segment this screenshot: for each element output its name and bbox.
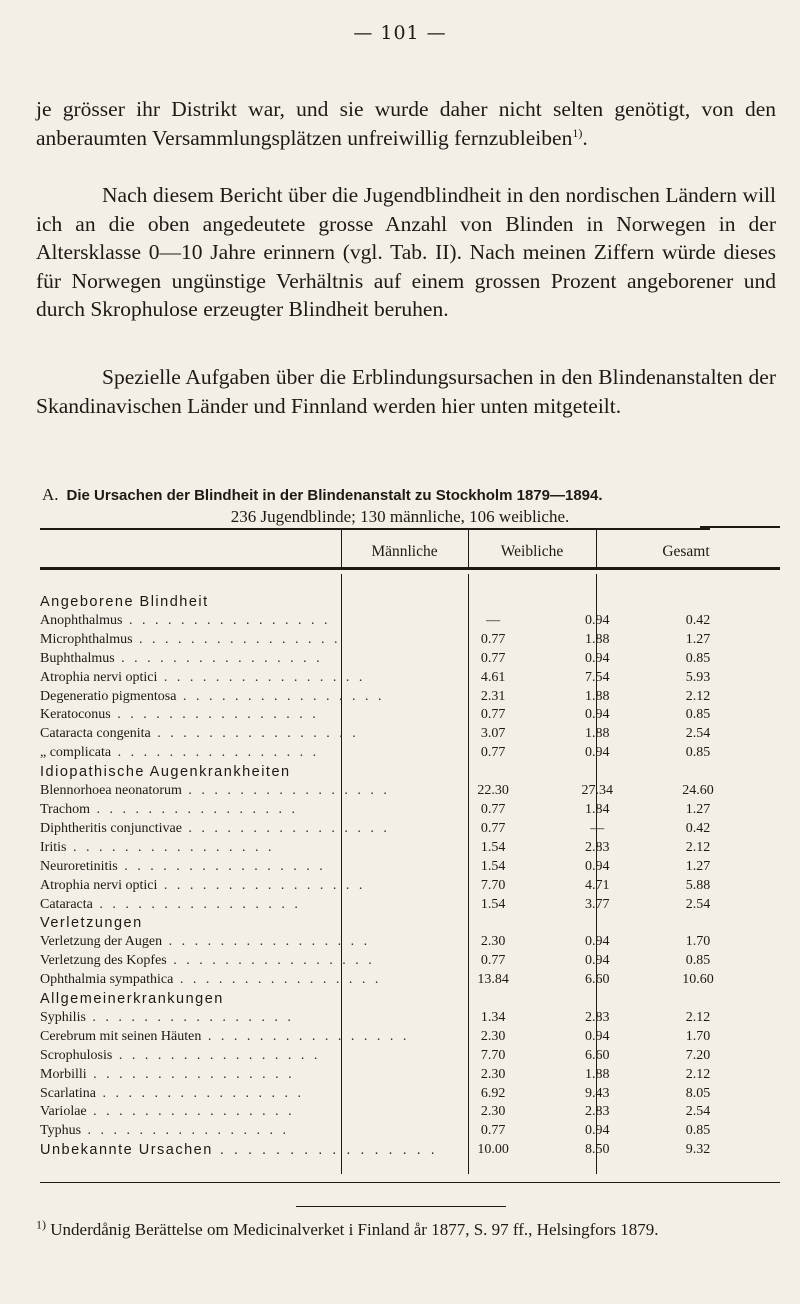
row-label [40, 744, 438, 763]
value-maennliche: 0.77 [480, 707, 506, 723]
row-label-text: Atrophia nervi optici [40, 669, 158, 685]
table-label: A. [42, 485, 59, 504]
category-row [40, 1141, 750, 1160]
row-label [40, 1085, 438, 1104]
leader-dots: . . . . . . . . . . . . . . . . [81, 1123, 290, 1139]
value-weibliche: 6.60 [584, 972, 610, 988]
value-weibliche: 7.54 [584, 669, 610, 685]
footnote-text: Underdånig Berättelse om Medicinalverket i Finland år 1877, S. 97 ff., Helsingfors 1879. [50, 1220, 659, 1239]
row-label [40, 933, 438, 952]
value-maennliche: 2.30 [480, 934, 506, 950]
table-caption [42, 485, 782, 505]
value-weibliche: 1.88 [584, 631, 610, 647]
row-label [40, 706, 438, 725]
value-gesamt: 2.54 [685, 896, 711, 912]
table-top-rule-right [700, 526, 780, 528]
leader-dots: . . . . . . . . . . . . . . . . [212, 1142, 438, 1159]
value-maennliche: 10.00 [477, 1142, 509, 1158]
value-maennliche: 2.30 [480, 1028, 506, 1044]
row-label-text: Cataracta [40, 896, 93, 912]
leader-dots: . . . . . . . . . . . . . . . . [112, 1047, 321, 1063]
value-gesamt: 0.85 [685, 707, 711, 723]
row-label-text: Unbekannte Ursachen [40, 1142, 213, 1159]
value-maennliche: 0.77 [480, 820, 506, 836]
value-gesamt [646, 990, 750, 1009]
leader-dots: . . . . . . . . . . . . . . . . [122, 612, 331, 628]
table-row [40, 820, 750, 839]
row-label [40, 763, 438, 782]
row-label-text: Keratoconus [40, 707, 111, 723]
row-label-text: Syphilis [40, 1009, 86, 1025]
table-row [40, 631, 750, 650]
leader-dots: . . . . . . . . . . . . . . . . [66, 839, 275, 855]
value-maennliche: 1.54 [480, 896, 506, 912]
value-weibliche: 1.84 [584, 801, 610, 817]
footnote-reference: 1) [572, 125, 583, 140]
leader-dots: . . . . . . . . . . . . . . . . [181, 783, 390, 799]
leader-dots: . . . . . . . . . . . . . . . . [86, 1066, 295, 1082]
row-label-text: Cerebrum mit seinen Häuten [40, 1028, 202, 1044]
row-label-text: Microphthalmus [40, 631, 133, 647]
value-gesamt: 1.70 [685, 1028, 711, 1044]
table-row [40, 952, 750, 971]
value-maennliche: 0.77 [480, 953, 506, 969]
value-gesamt: 0.85 [685, 650, 711, 666]
value-maennliche: 0.77 [480, 1123, 506, 1139]
leader-dots: . . . . . . . . . . . . . . . . [85, 1009, 294, 1025]
table-row [40, 1122, 750, 1141]
table-row [40, 933, 750, 952]
leader-dots: . . . . . . . . . . . . . . . . [90, 801, 299, 817]
column-header-weibliche: Weibliche [500, 543, 564, 560]
value-maennliche: 0.77 [480, 801, 506, 817]
table-row [40, 801, 750, 820]
row-label-text: Diphtheritis conjunctivae [40, 820, 182, 836]
row-label-text: Verletzung der Augen [40, 934, 163, 950]
value-weibliche: 0.94 [584, 953, 610, 969]
leader-dots: . . . . . . . . . . . . . . . . [86, 1104, 295, 1120]
value-weibliche: 0.94 [584, 1123, 610, 1139]
row-label [40, 782, 438, 801]
leader-dots: . . . . . . . . . . . . . . . . [114, 650, 323, 666]
table-row [40, 612, 750, 631]
value-weibliche: 3.77 [584, 896, 610, 912]
row-label [40, 669, 438, 688]
row-label-text: Typhus [40, 1123, 82, 1139]
row-label [40, 725, 438, 744]
footnote-rule [296, 1206, 506, 1207]
row-label [40, 1103, 438, 1122]
table-row [40, 1066, 750, 1085]
leader-dots: . . . . . . . . . . . . . . . . [95, 1085, 304, 1101]
leader-dots: . . . . . . . . . . . . . . . . [176, 688, 385, 704]
row-label [40, 990, 438, 1009]
value-gesamt: 2.54 [685, 726, 711, 742]
value-weibliche: 27.34 [581, 783, 613, 799]
table-row [40, 650, 750, 669]
value-maennliche: 7.70 [480, 1047, 506, 1063]
leader-dots: . . . . . . . . . . . . . . . . [132, 631, 341, 647]
category-row [40, 593, 750, 612]
table-row [40, 669, 750, 688]
value-maennliche: 2.30 [480, 1066, 506, 1082]
value-weibliche: — [590, 820, 605, 836]
paragraph-2: Nach diesem Bericht über die Jugendblindheit in den nordischen Ländern will ich an die oben angedeutete grosse Anzahl von Blinden in Norwegen in der Altersklasse 0—10 Jahre erinnern (vgl. Tab. II). Nach meinen Ziffern würde dieses für Norwegen ungünstige Verhältnis auf einem grossen Prozent angeborener und durch Skrophulose erzeugter Blindheit beruhen. [36, 183, 776, 321]
column-header-maennliche: Männliche [371, 543, 438, 560]
paragraph-1-text: je grösser ihr Distrikt war, und sie wurde daher nicht selten genötigt, von den anberaumten Versammlungsplätzen unfreiwillig fernzubleiben [36, 97, 776, 150]
row-label [40, 593, 438, 612]
value-weibliche: 0.94 [584, 1028, 610, 1044]
leader-dots: . . . . . . . . . . . . . . . . [166, 953, 375, 969]
row-label [40, 971, 438, 990]
row-label-text: Verletzungen [40, 915, 143, 932]
table-row [40, 971, 750, 990]
value-maennliche: 1.34 [480, 1009, 506, 1025]
table-row [40, 896, 750, 915]
leader-dots: . . . . . . . . . . . . . . . . [173, 972, 382, 988]
row-label-text: Allgemeinerkrankungen [40, 991, 224, 1008]
value-weibliche: 1.88 [584, 1066, 610, 1082]
row-label [40, 801, 438, 820]
table-row [40, 839, 750, 858]
value-weibliche: 0.94 [584, 650, 610, 666]
causes-table [40, 593, 750, 1160]
row-label [40, 952, 438, 971]
value-maennliche: 3.07 [480, 726, 506, 742]
value-gesamt: 8.05 [685, 1085, 711, 1101]
value-weibliche: 0.94 [584, 934, 610, 950]
row-label [40, 1009, 438, 1028]
leader-dots: . . . . . . . . . . . . . . . . [117, 858, 326, 874]
leader-dots: . . . . . . . . . . . . . . . . [162, 934, 371, 950]
row-label-text: Cataracta congenita [40, 726, 151, 742]
row-label [40, 1122, 438, 1141]
value-maennliche: 1.54 [480, 858, 506, 874]
value-maennliche [438, 593, 549, 612]
value-maennliche: 13.84 [477, 972, 509, 988]
value-weibliche: 0.94 [584, 707, 610, 723]
row-label [40, 858, 438, 877]
value-maennliche: 1.54 [480, 839, 506, 855]
row-label-text: Morbilli [40, 1066, 87, 1082]
value-gesamt: 7.20 [685, 1047, 711, 1063]
value-gesamt: 1.27 [685, 858, 711, 874]
value-gesamt: 5.93 [685, 669, 711, 685]
row-label-text: „ complicata [40, 745, 112, 761]
value-maennliche: 22.30 [477, 783, 509, 799]
footnote-marker: 1) [36, 1217, 46, 1232]
paragraph-3: Spezielle Aufgaben über die Erblindungsursachen in den Blindenanstalten der Skandinavischen Länder und Finnland werden hier unten mitgeteilt. [36, 365, 776, 418]
row-label [40, 839, 438, 858]
value-maennliche: 4.61 [480, 669, 506, 685]
value-gesamt: 2.12 [685, 839, 711, 855]
table-row [40, 782, 750, 801]
table-row [40, 1009, 750, 1028]
table-row [40, 1028, 750, 1047]
value-gesamt: 5.88 [685, 877, 711, 893]
row-label-text: Scrophulosis [40, 1047, 113, 1063]
leader-dots: . . . . . . . . . . . . . . . . [201, 1028, 410, 1044]
row-label [40, 1141, 438, 1160]
row-label [40, 820, 438, 839]
row-label-text: Iritis [40, 839, 67, 855]
causes-table-body [40, 593, 750, 1160]
value-gesamt: 0.42 [685, 612, 711, 628]
value-gesamt: 0.42 [685, 820, 711, 836]
value-weibliche [549, 990, 646, 1009]
value-weibliche: 4.71 [584, 877, 610, 893]
table-row [40, 725, 750, 744]
row-label [40, 1047, 438, 1066]
row-label-text: Verletzung des Kopfes [40, 953, 167, 969]
row-label-text: Trachom [40, 801, 91, 817]
value-gesamt: 1.27 [685, 631, 711, 647]
leader-dots: . . . . . . . . . . . . . . . . [150, 726, 359, 742]
row-label [40, 1028, 438, 1047]
row-label-text: Anophthalmus [40, 612, 123, 628]
value-weibliche [549, 763, 646, 782]
row-label-text: Blennorhoea neonatorum [40, 783, 182, 799]
table-row [40, 1103, 750, 1122]
table-bottom-rule [40, 1182, 780, 1183]
row-label [40, 650, 438, 669]
category-row [40, 914, 750, 933]
page-number: — 101 — [353, 22, 447, 44]
value-weibliche: 1.88 [584, 726, 610, 742]
row-label [40, 914, 438, 933]
value-gesamt [646, 763, 750, 782]
row-label-text: Scarlatina [40, 1085, 96, 1101]
value-weibliche: 6.60 [584, 1047, 610, 1063]
row-label [40, 896, 438, 915]
value-weibliche: 2.83 [584, 1009, 610, 1025]
row-label [40, 688, 438, 707]
table-row [40, 688, 750, 707]
value-gesamt: 2.12 [685, 688, 711, 704]
value-weibliche: 0.94 [584, 858, 610, 874]
leader-dots: . . . . . . . . . . . . . . . . [181, 820, 390, 836]
leader-dots: . . . . . . . . . . . . . . . . [92, 896, 301, 912]
value-weibliche: 2.83 [584, 839, 610, 855]
table-row [40, 858, 750, 877]
table-subtitle: 236 Jugendblinde; 130 männliche, 106 weibliche. [230, 507, 570, 526]
row-label-text: Degeneratio pigmentosa [40, 688, 177, 704]
paragraph-1 [36, 95, 776, 152]
value-gesamt: 0.85 [685, 1123, 711, 1139]
table-top-rule [40, 528, 710, 530]
value-maennliche: — [486, 612, 501, 628]
value-gesamt: 24.60 [682, 783, 714, 799]
row-label-text: Variolae [40, 1104, 87, 1120]
row-label [40, 1066, 438, 1085]
leader-dots: . . . . . . . . . . . . . . . . [157, 669, 366, 685]
leader-dots: . . . . . . . . . . . . . . . . [110, 707, 319, 723]
row-label-text: Angeborene Blindheit [40, 594, 209, 610]
value-gesamt: 0.85 [685, 745, 711, 761]
value-weibliche: 2.83 [584, 1104, 610, 1120]
value-gesamt [646, 593, 750, 612]
value-gesamt [646, 914, 750, 933]
value-weibliche: 0.94 [584, 745, 610, 761]
value-weibliche: 0.94 [584, 612, 610, 628]
leader-dots: . . . . . . . . . . . . . . . . [157, 877, 366, 893]
row-label [40, 877, 438, 896]
paragraph-1-end: . [582, 125, 588, 150]
value-maennliche [438, 763, 549, 782]
value-gesamt: 10.60 [682, 972, 714, 988]
row-label [40, 612, 438, 631]
row-label-text: Neuroretinitis [40, 858, 118, 874]
table-row [40, 1047, 750, 1066]
table-title: Die Ursachen der Blindheit in der Blindenanstalt zu Stockholm 1879—1894. [66, 487, 603, 504]
value-gesamt: 2.54 [685, 1104, 711, 1120]
value-gesamt: 1.27 [685, 801, 711, 817]
value-maennliche: 6.92 [480, 1085, 506, 1101]
value-maennliche: 7.70 [480, 877, 506, 893]
category-row [40, 763, 750, 782]
value-maennliche [438, 914, 549, 933]
value-weibliche [549, 593, 646, 612]
row-label-text: Ophthalmia sympathica [40, 972, 174, 988]
value-weibliche: 1.88 [584, 688, 610, 704]
value-gesamt: 1.70 [685, 934, 711, 950]
value-gesamt: 9.32 [685, 1142, 711, 1158]
value-gesamt: 0.85 [685, 953, 711, 969]
value-maennliche [438, 990, 549, 1009]
value-maennliche: 2.31 [480, 688, 506, 704]
category-row [40, 990, 750, 1009]
table-row [40, 744, 750, 763]
leader-dots: . . . . . . . . . . . . . . . . [111, 745, 320, 761]
row-label-text: Buphthalmus [40, 650, 115, 666]
table-row [40, 706, 750, 725]
footnote [36, 1218, 776, 1242]
value-maennliche: 0.77 [480, 631, 506, 647]
value-maennliche: 2.30 [480, 1104, 506, 1120]
value-gesamt: 2.12 [685, 1066, 711, 1082]
value-weibliche [549, 914, 646, 933]
header-bottom-rule [40, 567, 780, 570]
table-row [40, 877, 750, 896]
row-label-text: Idiopathische Augenkrankheiten [40, 764, 291, 781]
value-gesamt: 2.12 [685, 1009, 711, 1025]
value-weibliche: 8.50 [584, 1142, 610, 1158]
row-label-text: Atrophia nervi optici [40, 877, 158, 893]
column-header-gesamt: Gesamt [662, 543, 710, 560]
table-row [40, 1085, 750, 1104]
row-label [40, 631, 438, 650]
value-maennliche: 0.77 [480, 650, 506, 666]
value-weibliche: 9.43 [584, 1085, 610, 1101]
value-maennliche: 0.77 [480, 745, 506, 761]
